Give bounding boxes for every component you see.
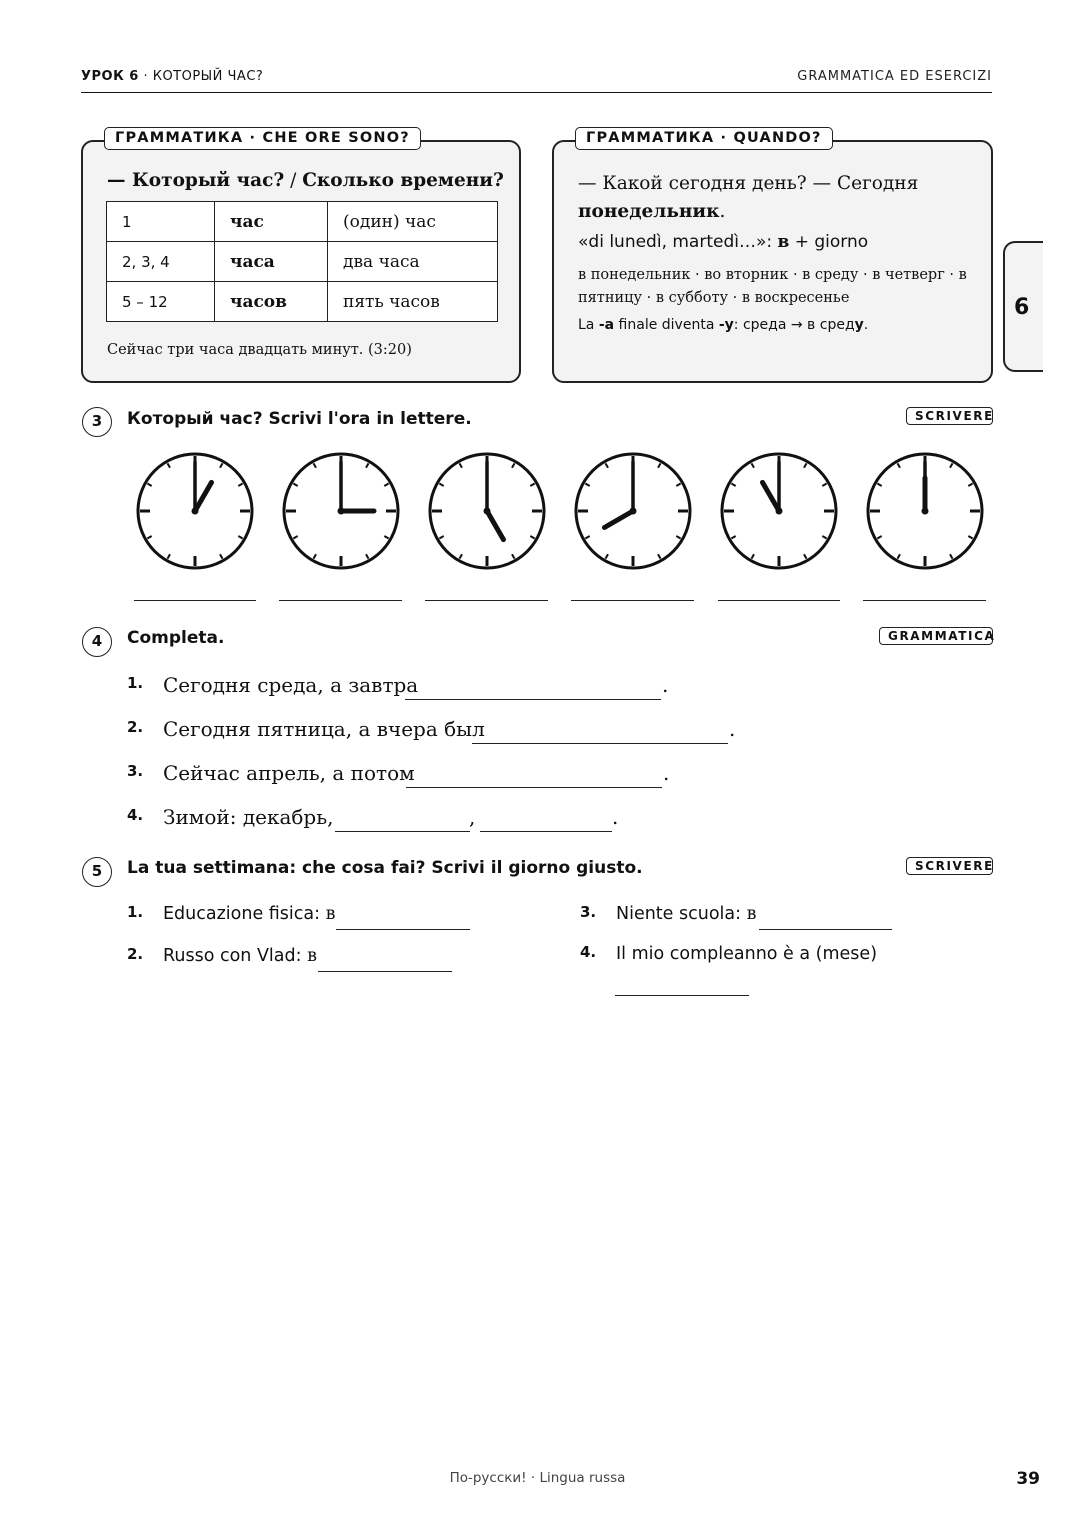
item-number: 1.	[127, 903, 144, 921]
item-text: Il mio compleanno è a (mese)	[616, 944, 878, 964]
answer-line[interactable]	[759, 929, 892, 930]
table-row	[107, 282, 498, 322]
item-label: Niente scuola:	[616, 904, 747, 924]
exercise-title: Completa.	[127, 628, 225, 648]
answer-line[interactable]	[335, 831, 470, 832]
lesson-number: УРОК 6	[81, 69, 139, 84]
table-cell-number: 2, 3, 4	[107, 242, 215, 282]
grammar-box-time	[81, 130, 521, 383]
grammar-ending-note	[578, 317, 868, 333]
item-number: 4.	[127, 806, 144, 824]
grammar-box-tag: ГРАММАТИКА · CHE ORE SONO?	[104, 127, 421, 150]
answer-line[interactable]	[718, 600, 840, 601]
item-number: 1.	[127, 674, 144, 692]
clock	[430, 454, 544, 568]
item-number: 2.	[127, 718, 144, 736]
exercise-number: 5	[82, 857, 112, 887]
table-row	[107, 202, 498, 242]
note-example-ending: у	[854, 317, 864, 333]
clock-center-dot	[776, 508, 783, 515]
answer-line[interactable]	[336, 929, 470, 930]
answer-line[interactable]	[425, 600, 548, 601]
chapter-tab	[1003, 241, 1043, 372]
note-ending-a: -а	[598, 317, 615, 333]
dialogue-question: — Какой сегодня день? — Сегодня	[578, 173, 919, 194]
answer-line[interactable]	[615, 995, 749, 996]
note-part: La	[578, 317, 599, 333]
note-ending-u: -у	[718, 317, 734, 333]
note-period: .	[863, 317, 869, 333]
exercise-badge: SCRIVERE	[906, 857, 993, 875]
item-text: Сегодня пятница, а вчера был	[163, 717, 485, 741]
clock	[722, 454, 836, 568]
item-number: 3.	[127, 762, 144, 780]
clock-center-dot	[192, 508, 199, 515]
item-text	[163, 904, 335, 924]
answer-line[interactable]	[134, 600, 256, 601]
answer-line[interactable]	[279, 600, 402, 601]
rule-preposition: в	[777, 232, 790, 252]
running-header-lesson	[81, 69, 263, 84]
item-number: 4.	[580, 943, 597, 961]
grammar-box-when	[552, 130, 993, 383]
question-separator: /	[284, 170, 303, 191]
item-text: Зимой: декабрь,	[163, 805, 334, 829]
answer-line[interactable]	[480, 831, 612, 832]
grammar-box-tag: ГРАММАТИКА · QUANDO?	[575, 127, 833, 150]
page-number: 39	[1016, 1469, 1040, 1489]
lesson-title: · КОТОРЫЙ ЧАС?	[138, 69, 264, 84]
item-period: .	[612, 805, 619, 829]
grammar-rule	[578, 232, 868, 252]
rule-prefix: «di lunedì, martedì…»:	[578, 232, 778, 252]
answer-line[interactable]	[405, 699, 661, 700]
item-period: .	[729, 717, 736, 741]
question-which-hour: — Который час?	[107, 170, 285, 191]
chapter-tab-number: 6	[1014, 295, 1030, 320]
table-cell-example: (один) час	[328, 202, 498, 242]
clock-center-dot	[630, 508, 637, 515]
dialogue-answer-day: понедельник	[578, 201, 720, 222]
table-cell-form: часов	[215, 282, 328, 322]
answer-line[interactable]	[406, 787, 662, 788]
item-number: 2.	[127, 945, 144, 963]
exercise-number: 4	[82, 627, 112, 657]
clock	[284, 454, 398, 568]
clock-center-dot	[922, 508, 929, 515]
exercise-number: 3	[82, 407, 112, 437]
clock-faces	[130, 448, 990, 574]
table-cell-example: два часа	[328, 242, 498, 282]
table-row	[107, 242, 498, 282]
item-preposition: в	[325, 904, 336, 924]
exercise-title: Который час? Scrivi l'ora in lettere.	[127, 409, 472, 429]
table-cell-form: часа	[215, 242, 328, 282]
item-text	[616, 904, 756, 924]
grammar-example-note: Сейчас три часа двадцать минут. (3:20)	[107, 342, 412, 358]
item-label: Russo con Vlad:	[163, 946, 308, 966]
hours-declension-table	[106, 201, 498, 322]
weekday-list: в понедельник · во вторник · в среду · в четверг · в пятницу · в субботу · в воскресенье	[578, 267, 967, 306]
clock-center-dot	[484, 508, 491, 515]
item-text: Сегодня среда, а завтра	[163, 673, 419, 697]
exercise-title: La tua settimana: che cosa fai? Scrivi il giorno giusto.	[127, 858, 643, 878]
note-example: : среда → в сред	[733, 317, 855, 333]
item-label: Educazione fisica:	[163, 904, 326, 924]
item-number: 3.	[580, 903, 597, 921]
exercise-badge: GRAMMATICA	[879, 627, 993, 645]
answer-line[interactable]	[571, 600, 694, 601]
answer-line[interactable]	[318, 971, 452, 972]
clock	[576, 454, 690, 568]
grammar-dialogue	[578, 170, 978, 226]
question-what-time: Сколько времени?	[302, 170, 504, 191]
clock	[868, 454, 982, 568]
table-cell-number: 5 – 12	[107, 282, 215, 322]
table-cell-number: 1	[107, 202, 215, 242]
exercise-badge: SCRIVERE	[906, 407, 993, 425]
item-text: Сейчас апрель, а потом	[163, 761, 415, 785]
footer-title: По-русски! · Lingua russa	[449, 1470, 626, 1486]
rule-suffix: + giorno	[789, 232, 869, 252]
answer-line[interactable]	[472, 743, 728, 744]
running-header-section: GRAMMATICA ED ESERCIZI	[797, 69, 992, 84]
table-cell-example: пять часов	[328, 282, 498, 322]
item-period: .	[662, 673, 669, 697]
clock-center-dot	[338, 508, 345, 515]
grammar-question	[107, 170, 504, 191]
item-preposition: в	[746, 904, 757, 924]
note-part: finale diventa	[614, 317, 719, 333]
item-comma: ,	[469, 805, 476, 829]
item-text	[163, 946, 317, 966]
item-period: .	[663, 761, 670, 785]
table-cell-form: час	[215, 202, 328, 242]
answer-line[interactable]	[863, 600, 986, 601]
header-rule	[81, 92, 992, 93]
item-preposition: в	[307, 946, 317, 966]
dialogue-period: .	[719, 201, 726, 222]
clock	[138, 454, 252, 568]
